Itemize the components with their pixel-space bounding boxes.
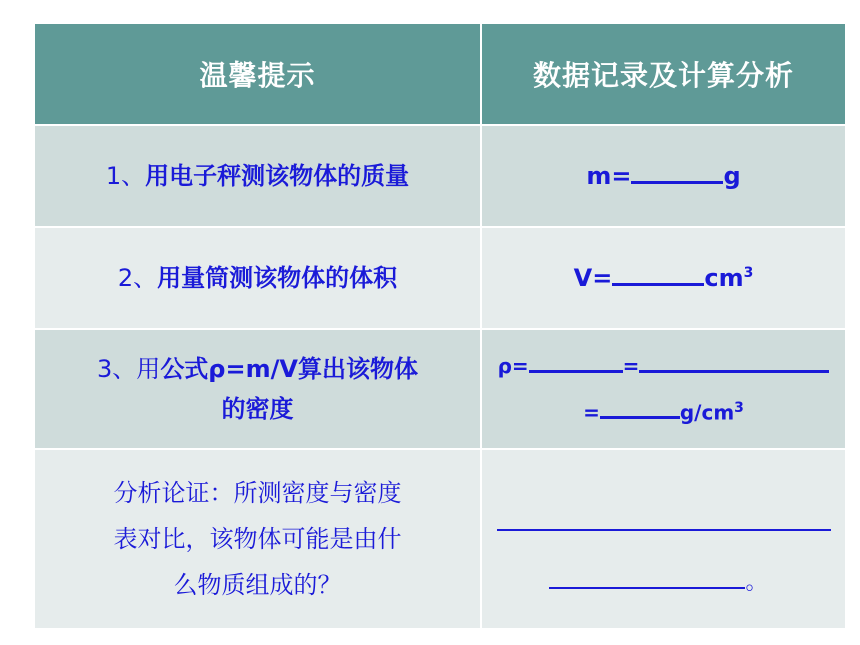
analysis-blank-2[interactable] <box>549 573 745 589</box>
analysis-line-3: 么物质组成的？ <box>173 571 342 599</box>
header-data-cell <box>481 23 846 125</box>
table-header-row <box>34 23 846 125</box>
tip-cell <box>34 227 481 329</box>
density-line-2 <box>486 387 841 434</box>
analysis-cell <box>34 449 481 629</box>
tip-line-2: 的密度 <box>221 395 294 423</box>
tip-text: 用量筒测该物体的体积 <box>157 264 398 292</box>
density-blank-2[interactable] <box>639 352 829 373</box>
density-blank-3[interactable] <box>600 398 680 419</box>
mass-blank[interactable] <box>631 163 723 184</box>
mass-label: m= <box>586 162 632 190</box>
table-row <box>34 329 846 449</box>
table-row <box>34 227 846 329</box>
table-row <box>34 449 846 629</box>
header-tip-cell <box>34 23 481 125</box>
answer-cell <box>481 125 846 227</box>
table-row <box>34 125 846 227</box>
mass-answer <box>586 162 740 190</box>
step-number: 1、 <box>105 162 146 190</box>
density-line-1 <box>486 345 841 387</box>
header-tip-label: 温馨提示 <box>199 59 316 92</box>
experiment-table <box>33 22 847 630</box>
density-unit-sup: 3 <box>734 399 744 416</box>
volume-unit-sup: 3 <box>743 265 754 281</box>
tip-cell <box>34 329 481 449</box>
density-equals-2: = <box>583 400 600 425</box>
volume-unit: cm <box>704 264 744 292</box>
analysis-line-2-answer <box>486 565 841 596</box>
answer-cell <box>481 329 846 449</box>
header-data-label: 数据记录及计算分析 <box>532 59 794 92</box>
volume-blank[interactable] <box>612 265 704 286</box>
step-number: 2、 <box>117 264 158 292</box>
density-equals: = <box>622 353 640 378</box>
density-answer <box>486 345 841 434</box>
density-label: ρ= <box>497 353 529 378</box>
answer-cell <box>481 227 846 329</box>
density-blank-1[interactable] <box>529 352 623 373</box>
volume-label: V= <box>573 264 613 292</box>
analysis-period: 。 <box>745 569 768 595</box>
tip-cell <box>34 125 481 227</box>
analysis-line-1: 分析论证：所测密度与密度 <box>113 479 402 507</box>
tip-line-1 <box>39 349 476 389</box>
tip-text: 用电子秤测该物体的质量 <box>145 162 410 190</box>
analysis-answer-cell <box>481 449 846 629</box>
density-unit: g/cm <box>679 400 735 425</box>
tip-text: 公式ρ=m/V算出该物体 <box>160 355 418 383</box>
mass-unit: g <box>723 162 741 190</box>
step-number: 3、用 <box>97 355 161 383</box>
volume-answer <box>574 264 754 292</box>
analysis-line-2: 表对比，该物体可能是由什 <box>113 525 402 553</box>
